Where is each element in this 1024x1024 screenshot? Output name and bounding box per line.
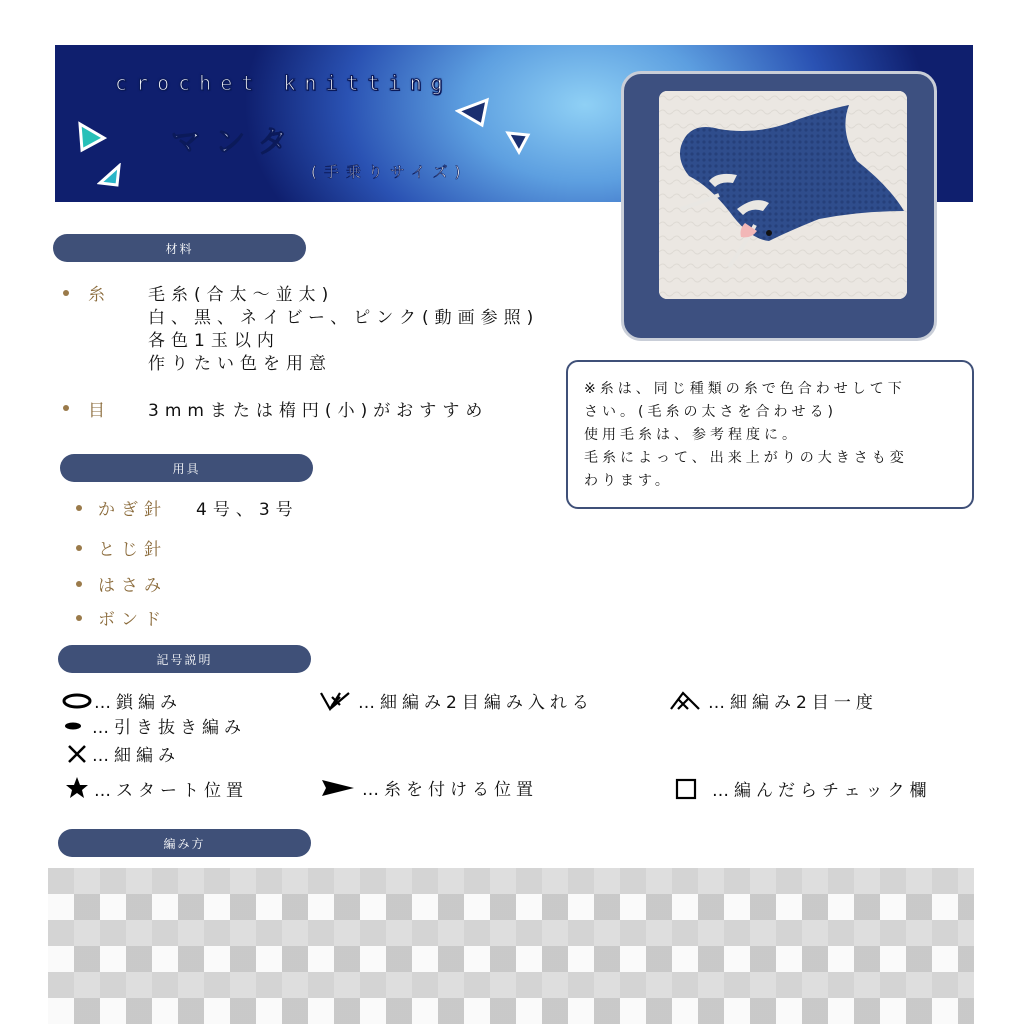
bullet <box>76 581 82 587</box>
section-symbols-header: 記号説明 <box>58 645 311 673</box>
symbol-slip <box>62 713 246 738</box>
yarn-line-1: 毛糸(合太～並太) <box>148 285 335 305</box>
bullet <box>76 545 82 551</box>
decrease-icon <box>668 689 702 713</box>
yarn-line-2: 白、黒、ネイビー、ピンク(動画参照) <box>148 308 540 328</box>
symbol-decrease-label: …細編み2目一度 <box>708 693 878 713</box>
yarn-line-3: 各色1玉以内 <box>148 331 280 351</box>
symbol-check-label: …編んだらチェック欄 <box>712 781 932 801</box>
symbol-chain <box>62 688 182 713</box>
manta-photo <box>659 91 907 299</box>
symbol-single-label: …細編み <box>92 746 180 766</box>
note-line-1: ※糸は、同じ種類の糸で色合わせして下 <box>584 381 906 397</box>
banner-subtitle: crochet knitting <box>115 71 452 95</box>
bullet <box>76 505 82 511</box>
triangle-arrow-icon <box>455 97 491 129</box>
increase-icon <box>318 689 352 713</box>
note-line-2: さい。(毛糸の太さを合わせる) <box>584 404 837 420</box>
symbol-increase-label: …細編み2目編み入れる <box>358 693 594 713</box>
triangle-arrow-icon <box>77 121 107 153</box>
flag-arrow-icon <box>320 776 356 800</box>
symbol-single <box>66 741 180 766</box>
symbol-slip-label: …引き抜き編み <box>92 718 246 738</box>
symbol-start <box>64 775 248 801</box>
bullet <box>63 405 69 411</box>
triangle-arrow-icon <box>505 129 531 155</box>
checker-texture <box>48 868 974 1024</box>
symbol-start-label: …スタート位置 <box>94 780 248 801</box>
checker-pattern-background <box>48 868 974 1024</box>
manta-photo-frame <box>621 71 937 341</box>
chain-oval-icon <box>62 692 92 710</box>
tool-item-hook: かぎ針 <box>98 500 167 520</box>
slip-dot-icon <box>62 717 88 735</box>
symbol-check <box>674 776 932 801</box>
tool-item-hook-size: 4号、3号 <box>196 500 299 520</box>
section-method-header: 編み方 <box>58 829 311 857</box>
checkbox-icon[interactable] <box>674 777 698 801</box>
tool-item-scissors: はさみ <box>98 576 167 596</box>
tool-item-needle: とじ針 <box>98 540 167 560</box>
note-line-3: 使用毛糸は、参考程度に。 <box>584 427 800 443</box>
section-tools-header: 用具 <box>60 454 313 482</box>
eye-text: 3mmまたは楕円(小)がおすすめ <box>148 401 489 421</box>
yarn-line-4: 作りたい色を用意 <box>148 354 332 374</box>
yarn-note-box <box>566 360 974 509</box>
section-materials-header: 材料 <box>53 234 306 262</box>
tool-item-glue: ボンド <box>98 610 167 630</box>
symbol-decrease <box>668 688 878 713</box>
symbol-attach <box>320 775 538 800</box>
banner-size-note: (手乗りサイズ) <box>311 163 468 181</box>
bullet <box>76 615 82 621</box>
banner-title: マンタ <box>171 125 302 160</box>
symbol-chain-label: …鎖編み <box>94 693 182 713</box>
cross-icon <box>66 743 88 765</box>
star-icon <box>64 775 90 801</box>
symbol-increase <box>318 688 594 713</box>
eye-label: 目 <box>88 401 111 421</box>
note-line-4: 毛糸によって、出来上がりの大きさも変 <box>584 450 908 466</box>
symbol-attach-label: …糸を付ける位置 <box>362 780 538 800</box>
note-line-5: わります。 <box>584 473 673 489</box>
yarn-label: 糸 <box>88 285 111 305</box>
triangle-arrow-icon <box>97 163 123 189</box>
bullet <box>63 290 69 296</box>
